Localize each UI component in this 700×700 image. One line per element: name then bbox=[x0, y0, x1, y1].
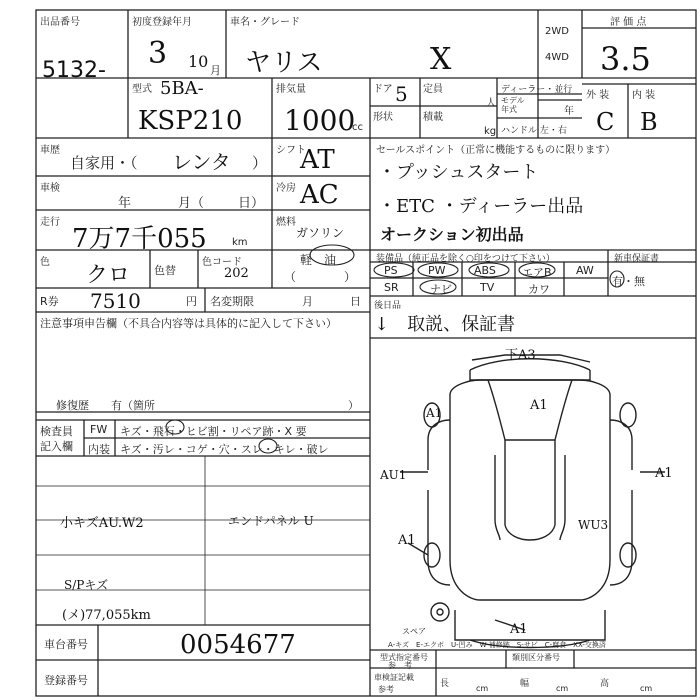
month-unit: 月 bbox=[210, 64, 221, 77]
equip-abs: ABS bbox=[474, 264, 496, 277]
first-reg-month: 10 bbox=[188, 52, 209, 71]
score-label: 評 価 点 bbox=[610, 17, 647, 28]
diagram-mark-roof: A1 bbox=[530, 398, 548, 413]
mileage-value: 7万7千055 bbox=[72, 224, 207, 254]
score-value: 3.5 bbox=[600, 40, 651, 78]
inspection-month: 月（ bbox=[178, 196, 205, 211]
width-label: 幅 bbox=[520, 679, 530, 689]
aircon-value: AC bbox=[300, 180, 339, 210]
lot-number: 5132- bbox=[42, 58, 106, 83]
exterior-label: 外 装 bbox=[586, 90, 610, 101]
equip-navi: ナビ bbox=[430, 283, 452, 296]
model-code: KSP210 bbox=[138, 106, 243, 136]
diagram-mark-front: A1 bbox=[510, 622, 528, 637]
recycle-value: 7510 bbox=[90, 289, 141, 313]
kg-unit: kg bbox=[484, 126, 497, 137]
handwritten-note-4: (メ)77,055km bbox=[62, 608, 151, 623]
recycle-label: R券 bbox=[40, 295, 59, 308]
cc-unit: cc bbox=[352, 122, 363, 133]
diagram-mark-left: AU1 bbox=[380, 468, 407, 482]
first-reg-year: 3 bbox=[148, 36, 168, 71]
exterior-grade: C bbox=[596, 108, 615, 136]
color-label: 色 bbox=[40, 257, 50, 268]
reg-label: 登録番号 bbox=[44, 674, 88, 687]
inspector-label: 検査員 記入欄 bbox=[40, 425, 73, 453]
history-close: ） bbox=[252, 154, 268, 172]
selling-point-3: オークション初出品 bbox=[380, 225, 524, 244]
warranty-value: 有・無 bbox=[612, 275, 645, 288]
km-unit: km bbox=[232, 237, 248, 248]
interior-label: 内 装 bbox=[632, 90, 656, 101]
interior-inspect-label: 内装 bbox=[88, 443, 110, 456]
yen-unit: 円 bbox=[186, 295, 197, 308]
handwritten-note-1: 小キズAU.W2 bbox=[60, 516, 144, 531]
history-value: 自家用・（ bbox=[70, 154, 138, 172]
aircon-label: 冷房 bbox=[276, 183, 296, 194]
fuel-value: ガソリン bbox=[296, 226, 345, 240]
interior-grade: B bbox=[640, 108, 658, 136]
height-unit: cm bbox=[640, 684, 653, 693]
width-unit: cm bbox=[556, 684, 569, 693]
height-label: 高 bbox=[600, 679, 610, 689]
fw-items: キズ・飛石・ヒビ割・リペア跡・X 要 bbox=[120, 425, 307, 438]
diagram-mark-left-rear: A1 bbox=[426, 406, 443, 420]
equip-pw: PW bbox=[428, 264, 446, 277]
notes-label: 注意事項申告欄（不具合内容等は具体的に記入して下さい） bbox=[40, 317, 337, 330]
history-rental: レンタ bbox=[172, 150, 231, 174]
handwritten-note-2: エンドパネル U bbox=[228, 514, 314, 528]
diagram-mark-left-front: A1 bbox=[398, 533, 416, 548]
fuel-label: 燃料 bbox=[276, 217, 296, 228]
history-label: 車歴 bbox=[40, 145, 60, 156]
model-spec-label: 型式指定番号 bbox=[380, 653, 428, 662]
model-spec-ref: 参 考 bbox=[388, 661, 412, 670]
name-change-label: 名変期限 bbox=[210, 295, 254, 308]
dealer-label: ディーラー・並行 bbox=[501, 85, 573, 95]
chassis-number: 0054677 bbox=[180, 630, 296, 660]
color-code-label: 色コード bbox=[202, 257, 242, 268]
class-label: 類別区分番号 bbox=[512, 653, 560, 662]
model-label: 型式 bbox=[132, 84, 152, 95]
repair-close: ） bbox=[348, 399, 359, 412]
shift-value: AT bbox=[300, 145, 335, 175]
doors-label: ドア bbox=[373, 84, 393, 95]
equip-airbag: エアB bbox=[522, 266, 552, 279]
shift-label: シフト bbox=[276, 145, 306, 156]
model-year-label: モデル 年式 bbox=[501, 96, 525, 114]
drive-4wd: 4WD bbox=[545, 52, 569, 63]
chassis-label: 車台番号 bbox=[44, 638, 88, 651]
capacity-label: 定員 bbox=[423, 84, 443, 95]
car-name-label: 車名・グレード bbox=[230, 17, 300, 28]
spare-label: スペア bbox=[402, 627, 426, 636]
equip-leather: カワ bbox=[528, 283, 550, 296]
selling-points-label: セールスポイント（正常に機能するものに限ります） bbox=[376, 145, 616, 156]
name-change-month: 月 bbox=[302, 295, 313, 308]
name-change-day: 日 bbox=[350, 295, 361, 308]
fuel-diesel: 軽 油 bbox=[300, 253, 337, 267]
color-code-value: 202 bbox=[224, 266, 249, 281]
equip-sr: SR bbox=[384, 281, 399, 294]
model-prefix: 5BA- bbox=[160, 78, 204, 99]
load-label: 積載 bbox=[423, 112, 443, 123]
drive-2wd: 2WD bbox=[545, 26, 569, 37]
lot-label: 出品番号 bbox=[40, 17, 80, 28]
equip-aw: AW bbox=[576, 264, 594, 277]
length-unit: cm bbox=[476, 684, 489, 693]
color-value: クロ bbox=[86, 263, 131, 288]
selling-point-1: ・プッシュスタート bbox=[378, 162, 539, 183]
fuel-paren: （ ） bbox=[284, 270, 357, 284]
diagram-mark-rear: 下A3 bbox=[505, 348, 536, 363]
warranty-label: 新車保証書 bbox=[614, 254, 660, 264]
repair-history: 修復歴 有（箇所 bbox=[56, 399, 155, 412]
equip-ps: PS bbox=[384, 264, 398, 277]
rear-label: 後日品 bbox=[374, 301, 402, 311]
selling-point-2: ・ETC ・ディーラー出品 bbox=[378, 196, 584, 217]
equipment-label: 装備品（純正品を除く○印をつけて下さい） bbox=[376, 254, 555, 264]
interior-items: キズ・汚レ・コゲ・穴・スレ・キレ・破レ bbox=[120, 443, 329, 456]
inspection-day: 日） bbox=[238, 196, 265, 211]
equip-tv: TV bbox=[480, 281, 495, 294]
doors-value: 5 bbox=[395, 82, 408, 106]
persons-unit: 人 bbox=[486, 98, 496, 109]
inspection-label: 車検 bbox=[40, 183, 60, 194]
first-reg-label: 初度登録年月 bbox=[132, 17, 192, 28]
damage-legend: A-キズ E-エクボ U-凹み W-補修跡 S-サビ C-腐食 XX-交換済 bbox=[388, 641, 606, 649]
fw-label: FW bbox=[90, 423, 108, 436]
color-change-label: 色替 bbox=[154, 264, 176, 277]
rear-value: ↓ 取説、保証書 bbox=[374, 314, 516, 335]
diagram-mark-right: A1 bbox=[655, 466, 673, 481]
year-unit: 年 bbox=[564, 106, 574, 117]
dims-ref: 参考 bbox=[378, 685, 394, 694]
shape-label: 形状 bbox=[373, 112, 393, 123]
car-grade: X bbox=[430, 42, 452, 77]
car-name: ヤリス bbox=[245, 48, 323, 78]
dims-label: 車検証記載 bbox=[374, 673, 414, 682]
mileage-label: 走行 bbox=[40, 217, 60, 228]
handle-label: ハンドル 左・右 bbox=[501, 126, 567, 136]
displacement-value: 1000 bbox=[284, 104, 356, 137]
length-label: 長 bbox=[440, 679, 450, 689]
handwritten-note-3: S/Pキズ bbox=[64, 578, 109, 592]
displacement-label: 排気量 bbox=[276, 84, 306, 95]
inspection-year: 年 bbox=[118, 196, 132, 211]
diagram-mark-door: WU3 bbox=[578, 518, 609, 532]
